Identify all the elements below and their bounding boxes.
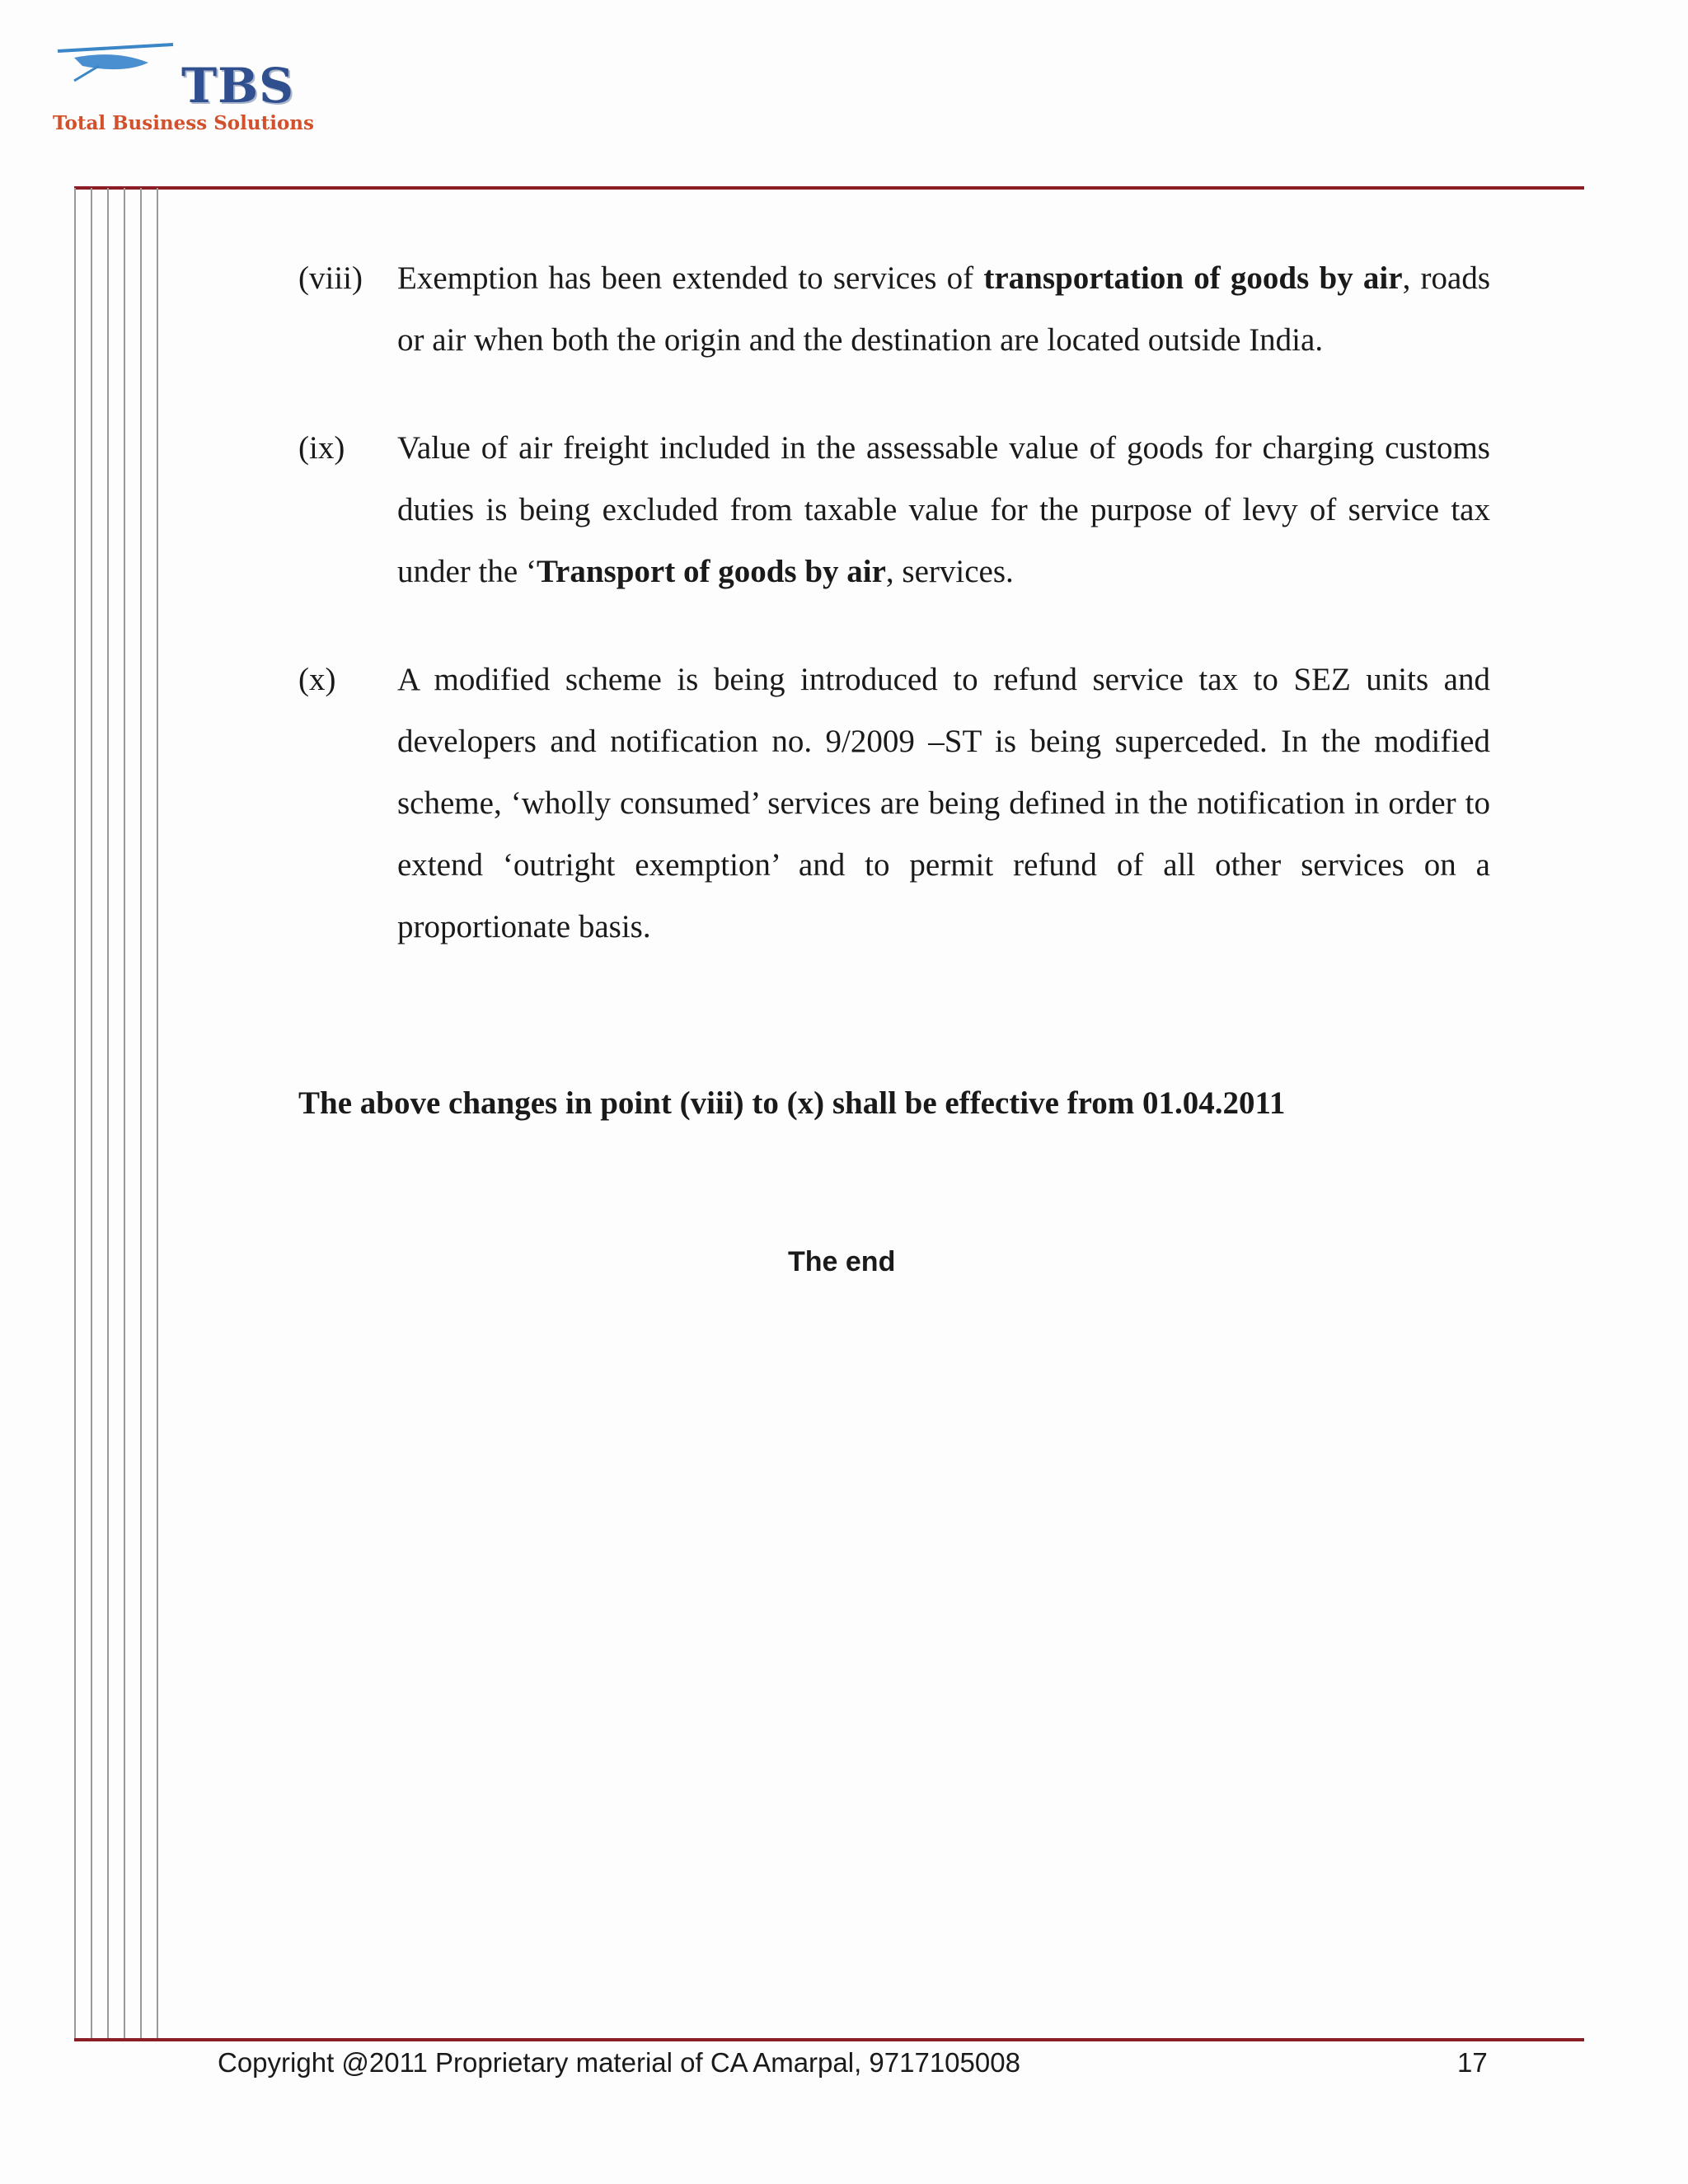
logo-tagline: Total Business Solutions — [53, 112, 314, 134]
list-item — [298, 649, 1490, 958]
item-text — [397, 247, 1490, 371]
item-number: (ix) — [298, 430, 345, 466]
list-item — [298, 247, 1490, 371]
margin-line — [140, 188, 142, 2038]
item-text-part: , services. — [885, 554, 1014, 589]
item-text-bold: transportation of goods by air — [983, 260, 1403, 296]
margin-line — [74, 188, 76, 2038]
item-text-bold: Transport of goods by air — [536, 554, 886, 589]
document-body — [298, 247, 1490, 1004]
item-number: (x) — [298, 662, 336, 697]
margin-line — [107, 188, 109, 2038]
closing-text: The end — [788, 1246, 896, 1277]
company-logo — [49, 41, 346, 140]
list-item — [298, 417, 1490, 602]
footer-copyright: Copyright @2011 Proprietary material of CA Amarpal, 9717105008 — [218, 2047, 1020, 2078]
item-text-part: Value of air freight included in the assessable value of goods for charging customs duties is being excluded from taxable value for the purpose of levy of service tax under the ‘ — [397, 430, 1490, 589]
item-text — [397, 649, 1490, 958]
item-text-part: Exemption has been extended to services of — [397, 260, 984, 296]
margin-line — [91, 188, 92, 2038]
logo-wordmark: TBS — [181, 58, 295, 114]
header-rule — [74, 186, 1584, 190]
item-text-part: , roads or air when both the origin and the destination are located outside India. — [397, 260, 1490, 358]
item-number: (viii) — [298, 260, 363, 296]
item-text — [397, 417, 1490, 602]
margin-line — [124, 188, 125, 2038]
helicopter-icon — [49, 41, 181, 91]
page-number: 17 — [1457, 2047, 1488, 2078]
effective-date-note: The above changes in point (viii) to (x) shall be effective from 01.04.2011 — [298, 1085, 1286, 1121]
item-text-part: A modified scheme is being introduced to refund service tax to SEZ units and developers and notification no. 9/2009 –ST is being superceded. In the modified scheme, ‘wholly consumed’ services are being defined in the notification in order to extend ‘outright exemption’ and to permit refund of all other services on a proportionate basis. — [397, 662, 1490, 944]
footer-rule — [74, 2038, 1584, 2041]
margin-line — [157, 188, 158, 2038]
